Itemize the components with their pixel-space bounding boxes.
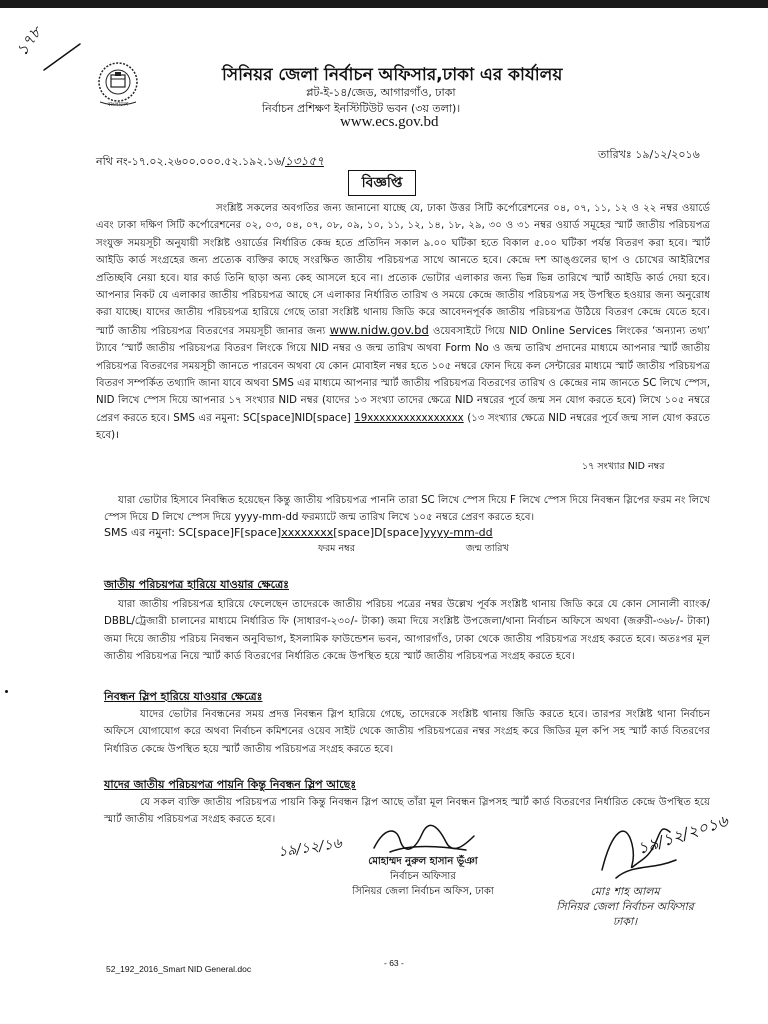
sms-sample-dob: yyyy-mm-dd [423,526,493,539]
file-reference [96,153,324,173]
right-signature-date: ১৯/১২/২০১৬ [635,810,731,859]
sms-sample-mid: [space]D[space] [333,526,424,539]
dob-label: জন্ম তারিখ [466,543,509,554]
form-number-label: ফরম নম্বর [318,543,355,554]
notice-date: তারিখঃ ১৯/১২/২০১৬ [598,148,700,161]
footer-filename: 52_192_2016_Smart NID General.doc [106,964,252,974]
office-website: www.ecs.gov.bd [340,114,439,130]
paragraph-1-text: সংশ্লিষ্ট সকলের অবগতির জন্য জানানো যাচ্ছে যে, ঢাকা উত্তর সিটি কর্পোরেশনের ০৪, ০৭, ১১, ১২ ও ২২ নম্বর ওয়ার্ডে এবং ঢাকা দক্ষিণ সিটি কর্পোরেশনের ০২, ০৩, ০৪, ০৭, ০৮, ০৯, ১০, ১১, ১২, ১৪, ১৮, ২৯, ৩০ ও ৩১ নম্বর ওয়ার্ড সমূহের স্মার্ট জাতীয় পরিচয়পত্র সংযুক্ত সময়সূচী অনুযায়ী সংশ্লিষ্ট ওয়ার্ডের নির্ধারিত কেন্দ্র হতে প্রতিদিন সকাল ৯.০০ ঘটিকা হতে বিকাল ৫.০০ ঘটিকা পর্যন্ত বিতরণ করা হবে। স্মার্ট আইডি কার্ড সংগ্রহের জন্য প্রত্যেক ব্যক্তির কাছে সংরক্ষিত জাতীয় পরিচয়পত্র সাথে আনতে হবে। কেন্দ্রে দশ আঙ্গুলের ছাপ ও চোখের আইরিশের প্রতিচ্ছবি নেয়া হবে। যার কার্ড তিনি ছাড়া অন্য কেহ আসলে হবে না। প্রত্যেক ভোটার এলাকার জন্য ভিন্ন ভিন্ন তারিখে স্মার্ট আইডি কার্ড দেয়া হবে। আপনার নিকট যে এলাকার জাতীয় পরিচয়পত্র আছে সে এলাকার নির্ধারিত তারিখ ও সময়ে কেন্দ্রে জাতীয় পরিচয়পত্র সহ উপস্থিত হওয়ার জন্য অনুরোধ করা যাচ্ছে। যাদের জাতীয় পরিচয়পত্র হারিয়ে গেছে তারা সংশ্লিষ্ট থানায় জিডি করে আবেদনপূর্বক জাতীয় পরিচয়পত্র উঠিয়ে বিতরণ কেন্দ্রে যেতে হবে। স্মার্ট জাতীয় পরিচয়পত্র বিতরণের সময়সূচী জানার জন্য [96,203,710,337]
left-signatory-office: সিনিয়র জেলা নির্বাচন অফিস, ঢাকা [352,886,494,897]
office-title: সিনিয়র জেলা নির্বাচন অফিসার,ঢাকা এর কার্যালয় [222,65,563,85]
left-signatory [318,854,528,899]
handwritten-top-note: ১৭৮ [12,22,46,60]
sms-sample-prefix: SMS এর নমুনা: SC[space]F[space] [104,526,282,539]
left-signatory-title: নির্বাচন অফিসার [390,871,456,882]
seal-caption: বাংলাদেশ [107,102,129,108]
right-signatory-place: ঢাকা। [612,915,638,928]
margin-mark [5,690,8,693]
office-address: প্লট-ই-১৪/জেড, আগারগাঁও, ঢাকা [306,86,456,99]
file-reference-handwritten: ১৩১৫৭ [284,154,324,168]
section-heading-lost-slip: নিবন্ধন স্লিপ হারিয়ে যাওয়ার ক্ষেত্রেঃ [104,690,263,703]
notice-paragraph-2: যারা ভোটার হিসাবে নিবন্ধিত হয়েছেন কিন্তু জাতীয় পরিচয়পত্র পাননি তারা SC লিখে স্পেস দিয়ে F লিখে স্পেস দিয়ে নিবন্ধন স্লিপের ফরম নং লিখে স্পেস দিয়ে D লিখে স্পেস দিয়ে yyyy-mm-dd ফরম্যাটে জন্ম তারিখ লিখে ১০৫ নম্বরে প্রেরণ করতে হবে। [104,495,710,524]
section-text-slip-only: যে সকল ব্যক্তি জাতীয় পরিচয়পত্র পায়নি কিন্তু নিবন্ধন স্লিপ আছে তাঁরা মূল নিবন্ধন স্লিপসহ স্মার্ট কার্ড বিতরণের নির্ধারিত কেন্দ্রে উপস্থিত হয়ে স্মার্ট জাতীয় পরিচয়পত্র সংগ্রহ করতে হবে। [104,797,710,826]
section-text-lost-nid: যারা জাতীয় পরিচয়পত্র হারিয়ে ফেলেছেন তাদেরকে জাতীয় পরিচয় পত্রের নম্বর উল্লেখ পূর্বক সংশ্লিষ্ট থানায় জিডি করে যে কোন সোনালী ব্যাংক/ DBBL/ট্রেজারী চালানের মাধ্যমে নির্ধারিত ফি (সাধারণ-২৩০/- টাকা) জমা দিয়ে সংশ্লিষ্ট উপজেলা/থানা নির্বাচন অফিসে অথবা (জরুরী-৩৬৮/- টাকা) জমা দিয়ে জাতীয় পরিচয় নিবন্ধন অনুবিভাগ, ইসলামিক ফাউন্ডেশন ভবন, আগারগাঁও, ঢাকা থেকে জাতীয় পরিচয়পত্র সংগ্রহ করতে হবে। অতঃপর মূল জাতীয় পরিচয়পত্র নিয়ে স্মার্ট কার্ড বিতরণের নির্ধারিত কেন্দ্রে উপস্থিত হয়ে স্মার্ট জাতীয় পরিচয়পত্র সংগ্রহ করতে হবে। [104,599,710,663]
file-reference-number: নথি নং-১৭.০২.২৬০০.০০০.৫২.১৯২.১৬/ [96,155,285,168]
nid-sample-label: ১৭ সংখ্যার NID নম্বর [582,461,665,472]
sms-sample-form-number: xxxxxxxx [281,526,334,539]
nidw-link[interactable]: www.nidw.gov.bd [329,322,429,337]
handwritten-slash [40,40,84,74]
notice-paragraph-1 [96,200,710,445]
sms-sample-nid: 19xxxxxxxxxxxxxxxx [354,412,464,424]
paragraph-1-continuation: ওয়েবসাইটে গিয়ে NID Online Services লিংকের ‘অন্যান্য তথ্য’ ট্যাবে ‘স্মার্ট জাতীয় পরিচয়পত্র বিতরণ লিংকে গিয়ে NID নম্বর ও জন্ম তারিখ অথবা Form No ও জন্ম তারিখ প্রদানের মাধ্যমে আপনার স্মার্ট জাতীয় পরিচয়পত্র বিতরণের সময়সূচী জানতে পারবেন অথবা যে কোন মোবাইল নম্বর হতে ১০৫ নম্বরে ফোন দিয়ে কল সেন্টারের মাধ্যমে স্মার্ট জাতীয় পরিচয়পত্র বিতরণ সম্পর্কিত তথ্যাদি জানা যাবে অথবা SMS এর মাধ্যমে আপনার স্মার্ট জাতীয় পরিচয়পত্র বিতরণের তারিখ ও কেন্দ্রের নাম জানতে SC লিখে স্পেস, NID লিখে স্পেস দিয়ে আপনার ১৭ সংখ্যার NID নম্বর (যাদের ১৩ সংখ্যা তাদের ক্ষেত্রে NID নম্বরের পূর্বে জন্ম সন যোগ করতে হবে) লিখে ১০৫ নম্বরে প্রেরণ করতে হবে। SMS এর নমুনা: SC[space]NID[space] [96,325,710,424]
section-text-lost-slip: যাদের ভোটার নিবন্ধনের সময় প্রদত্ত নিবন্ধন স্লিপ হারিয়ে গেছে, তাদেরকে সংশ্লিষ্ট থানায় জিডি করতে হবে। তারপর সংশ্লিষ্ট থানা নির্বাচন অফিসে যোগাযোগ করে অথবা নির্বাচন কমিশনের ওয়েব সাইট থেকে জাতীয় পরিচয়পত্রের নম্বর সংগ্রহ করে জিডির মূল কপি সহ স্মার্ট কার্ড বিতরণের নির্ধারিত কেন্দ্রে উপস্থিত হয়ে স্মার্ট জাতীয় পরিচয়পত্র সংগ্রহ করতে হবে। [104,709,710,755]
top-border-line [0,0,768,8]
sms-sample-form [104,524,493,543]
right-signatory-title: সিনিয়র জেলা নির্বাচন অফিসার [556,900,694,913]
election-commission-seal [92,58,144,114]
paragraph-1-tail: (১৩ সংখ্যার ক্ষেত্রে NID নম্বরের পূর্বে জন্ম সাল যোগ করতে হবে)। [96,412,710,442]
left-signatory-name: মোহাম্মদ নুরুল হাসান ভূঁঞা [368,856,478,867]
office-building: নির্বাচন প্রশিক্ষণ ইনস্টিটিউট ভবন (৩য় তলা)। [262,102,461,115]
footer-page-number: - 63 - [384,958,404,968]
right-signatory [540,884,710,929]
left-signature-date: ১৯/১২/১৬ [277,835,343,861]
section-heading-slip-only: যাদের জাতীয় পরিচয়পত্র পায়নি কিন্তু নিবন্ধন স্লিপ আছেঃ [104,778,357,791]
right-signatory-name: মোঃ শাহ আলম [590,885,660,898]
left-signature-scribble [370,822,480,858]
section-heading-lost-nid: জাতীয় পরিচয়পত্র হারিয়ে যাওয়ার ক্ষেত্রেঃ [104,578,290,591]
notice-title: বিজ্ঞপ্তি [348,170,416,196]
